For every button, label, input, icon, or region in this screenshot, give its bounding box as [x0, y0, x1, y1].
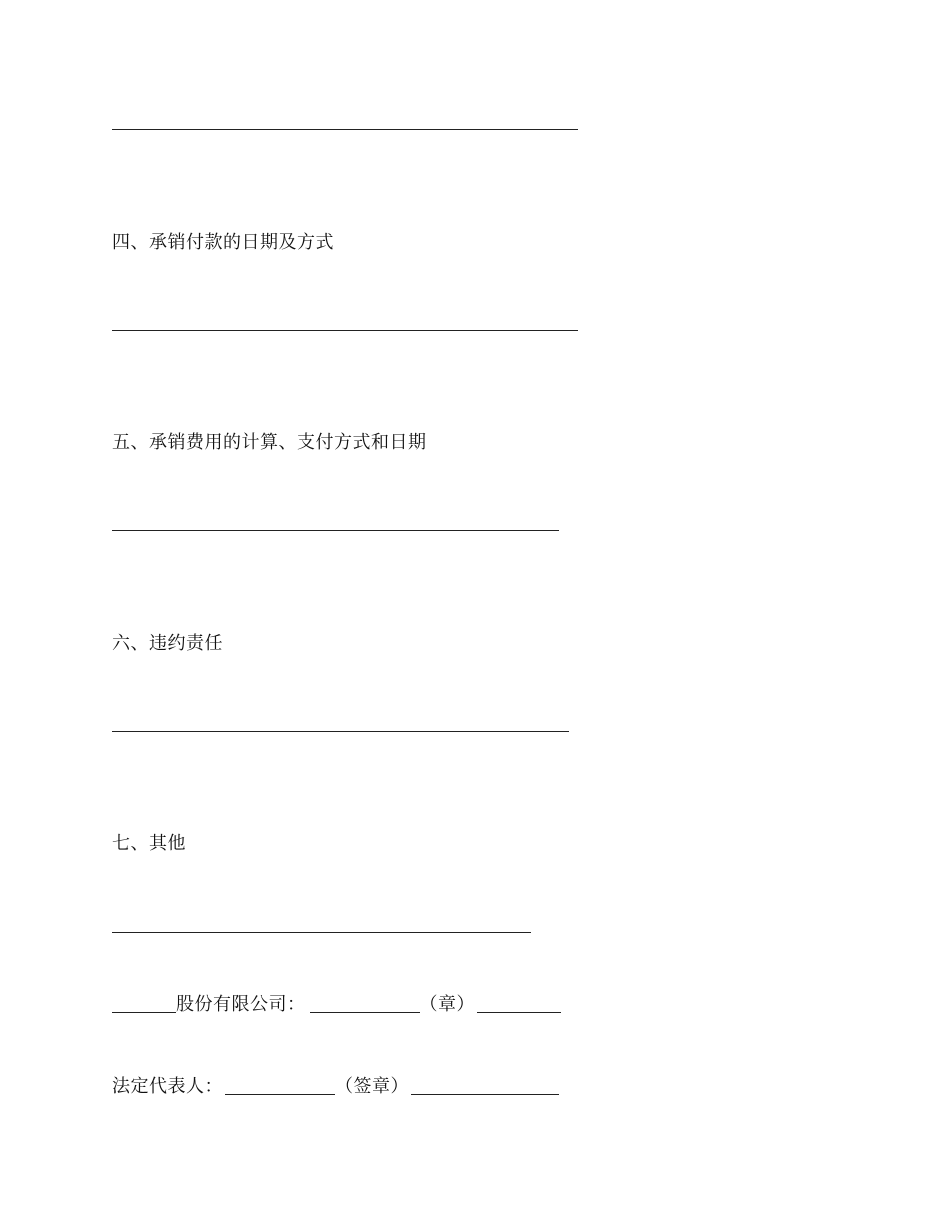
company-seal-label: （章） — [419, 994, 475, 1015]
section-heading-4: 四、承销付款的日期及方式 — [112, 232, 334, 253]
section-heading-6: 六、违约责任 — [112, 633, 223, 654]
representative-date-blank — [411, 1078, 559, 1095]
fill-in-line — [112, 330, 578, 331]
company-seal-blank — [310, 996, 420, 1013]
section-heading-7: 七、其他 — [112, 833, 186, 854]
representative-sign-blank — [225, 1078, 335, 1095]
fill-in-line — [112, 530, 559, 531]
company-signature-row — [112, 992, 561, 1016]
fill-in-line — [112, 932, 531, 933]
company-name-blank — [112, 996, 176, 1013]
representative-signature-row — [112, 1074, 559, 1098]
fill-in-line — [112, 731, 569, 732]
fill-in-line — [112, 129, 578, 130]
representative-label: 法定代表人： — [112, 1076, 223, 1097]
section-heading-5: 五、承销费用的计算、支付方式和日期 — [112, 432, 427, 453]
representative-seal-label: （签章） — [335, 1076, 409, 1097]
company-date-blank — [477, 996, 561, 1013]
company-label: 股份有限公司： — [176, 994, 306, 1015]
